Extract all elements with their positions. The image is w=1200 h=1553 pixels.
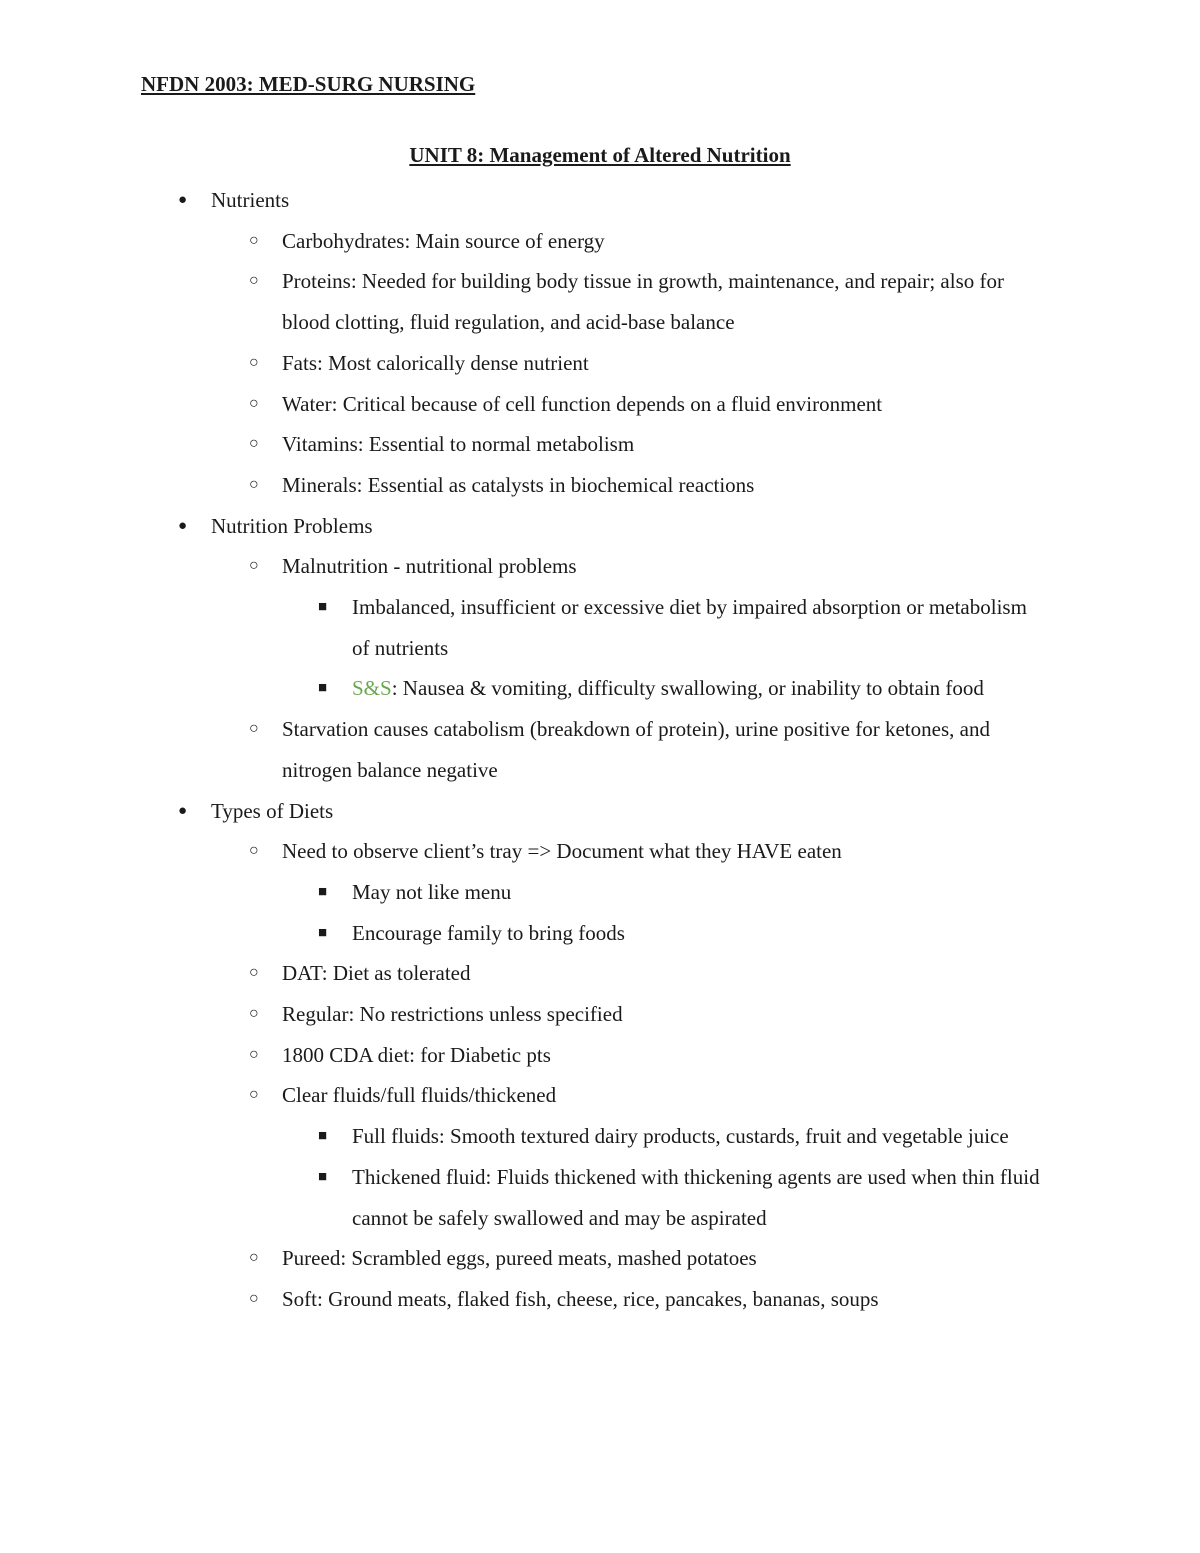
list-item-minerals bbox=[0, 465, 1042, 506]
list-item-proteins bbox=[0, 261, 1042, 342]
list-item-imbalanced-diet bbox=[0, 587, 1042, 668]
bullet-disc-icon: ● bbox=[178, 192, 188, 208]
list-item-soft bbox=[0, 1279, 1042, 1320]
item-text: : Nausea & vomiting, difficulty swallowing, or inability to obtain food bbox=[391, 676, 984, 701]
bullet-disc-icon: ● bbox=[178, 802, 188, 819]
item-text: Carbohydrates: Main source of energy bbox=[282, 228, 605, 253]
item-text: May not like menu bbox=[352, 879, 512, 904]
item-text: Malnutrition - nutritional problems bbox=[282, 554, 577, 579]
item-text: Thickened fluid: Fluids thickened with thickening agents are used when thin fluid cannot be safely swallowed and may be aspirated bbox=[352, 1164, 1040, 1230]
bullet-square-icon: ■ bbox=[318, 1168, 328, 1185]
list-item-cda-diet bbox=[0, 1035, 1042, 1076]
notes-outline bbox=[0, 180, 1200, 1320]
unit-title: UNIT 8: Management of Altered Nutrition bbox=[409, 143, 791, 167]
list-item-nutrition-problems bbox=[0, 506, 1200, 547]
list-item-vitamins bbox=[0, 424, 1042, 465]
list-item-observe-tray bbox=[0, 831, 1042, 872]
bullet-square-icon: ■ bbox=[318, 599, 328, 616]
list-item-starvation bbox=[0, 709, 1042, 790]
list-item-fats bbox=[0, 343, 1042, 384]
item-text: Nutrients bbox=[211, 188, 290, 212]
bullet-circle-icon: ○ bbox=[249, 353, 259, 371]
item-text: 1800 CDA diet: for Diabetic pts bbox=[282, 1042, 551, 1067]
item-text: Fats: Most calorically dense nutrient bbox=[282, 350, 589, 375]
list-item-full-fluids bbox=[0, 1116, 1042, 1157]
list-item-nutrients bbox=[0, 180, 1200, 221]
list-item-carbohydrates bbox=[0, 221, 1042, 262]
item-text: Encourage family to bring foods bbox=[352, 920, 625, 945]
bullet-disc-icon: ● bbox=[178, 517, 188, 534]
bullet-circle-icon: ○ bbox=[249, 842, 259, 860]
list-item-thickened-fluid bbox=[0, 1157, 1042, 1238]
list-item-pureed bbox=[0, 1238, 1042, 1279]
bullet-circle-icon: ○ bbox=[249, 272, 259, 290]
bullet-circle-icon: ○ bbox=[249, 394, 259, 412]
list-item-regular bbox=[0, 994, 1042, 1035]
bullet-circle-icon: ○ bbox=[249, 435, 259, 453]
list-item-water bbox=[0, 384, 1042, 425]
bullet-circle-icon: ○ bbox=[249, 557, 259, 575]
item-text: Vitamins: Essential to normal metabolism bbox=[282, 432, 635, 457]
item-text: DAT: Diet as tolerated bbox=[282, 961, 471, 986]
list-item-clear-fluids bbox=[0, 1075, 1042, 1116]
item-text: Imbalanced, insufficient or excessive diet by impaired absorption or metabolism of nutrients bbox=[352, 595, 1027, 660]
bullet-square-icon: ■ bbox=[318, 680, 328, 697]
bullet-circle-icon: ○ bbox=[249, 1045, 259, 1063]
item-text: Starvation causes catabolism (breakdown of protein), urine positive for ketones, and nitrogen balance negative bbox=[282, 717, 990, 782]
item-text: Nutrition Problems bbox=[211, 513, 373, 538]
bullet-circle-icon: ○ bbox=[249, 1005, 259, 1023]
item-text: Pureed: Scrambled eggs, pureed meats, mashed potatoes bbox=[282, 1246, 757, 1271]
bullet-circle-icon: ○ bbox=[249, 1289, 259, 1307]
item-text: Need to observe client’s tray => Document what they HAVE eaten bbox=[282, 839, 842, 864]
item-text: Types of Diets bbox=[211, 798, 334, 823]
item-text: Minerals: Essential as catalysts in biochemical reactions bbox=[282, 472, 755, 497]
list-item-types-of-diets bbox=[0, 791, 1200, 832]
list-item-dat bbox=[0, 953, 1042, 994]
item-text: Regular: No restrictions unless specified bbox=[282, 1002, 623, 1027]
bullet-circle-icon: ○ bbox=[249, 720, 259, 738]
bullet-circle-icon: ○ bbox=[249, 1249, 259, 1267]
item-text: Water: Critical because of cell function depends on a fluid environment bbox=[282, 391, 883, 416]
list-item-encourage-family bbox=[0, 913, 1042, 954]
bullet-circle-icon: ○ bbox=[249, 475, 259, 493]
item-text: Full fluids: Smooth textured dairy products, custards, fruit and vegetable juice bbox=[352, 1124, 1009, 1149]
list-item-signs-symptoms bbox=[0, 668, 1042, 709]
list-item-malnutrition bbox=[0, 546, 1042, 587]
item-text: Soft: Ground meats, flaked fish, cheese, rice, pancakes, bananas, soups bbox=[282, 1286, 879, 1311]
item-text: Proteins: Needed for building body tissue in growth, maintenance, and repair; also for blood clotting, fluid regulation, and acid-base balance bbox=[282, 269, 1004, 335]
bullet-square-icon: ■ bbox=[318, 924, 328, 941]
item-text: Clear fluids/full fluids/thickened bbox=[282, 1083, 557, 1108]
bullet-circle-icon: ○ bbox=[249, 964, 259, 982]
list-item-may-not-like-menu bbox=[0, 872, 1042, 913]
bullet-square-icon: ■ bbox=[318, 1128, 328, 1145]
bullet-circle-icon: ○ bbox=[249, 231, 259, 249]
bullet-square-icon: ■ bbox=[318, 883, 328, 900]
course-title: NFDN 2003: MED-SURG NURSING bbox=[141, 72, 476, 96]
ss-label: S&S bbox=[352, 676, 392, 701]
bullet-circle-icon: ○ bbox=[249, 1086, 259, 1104]
